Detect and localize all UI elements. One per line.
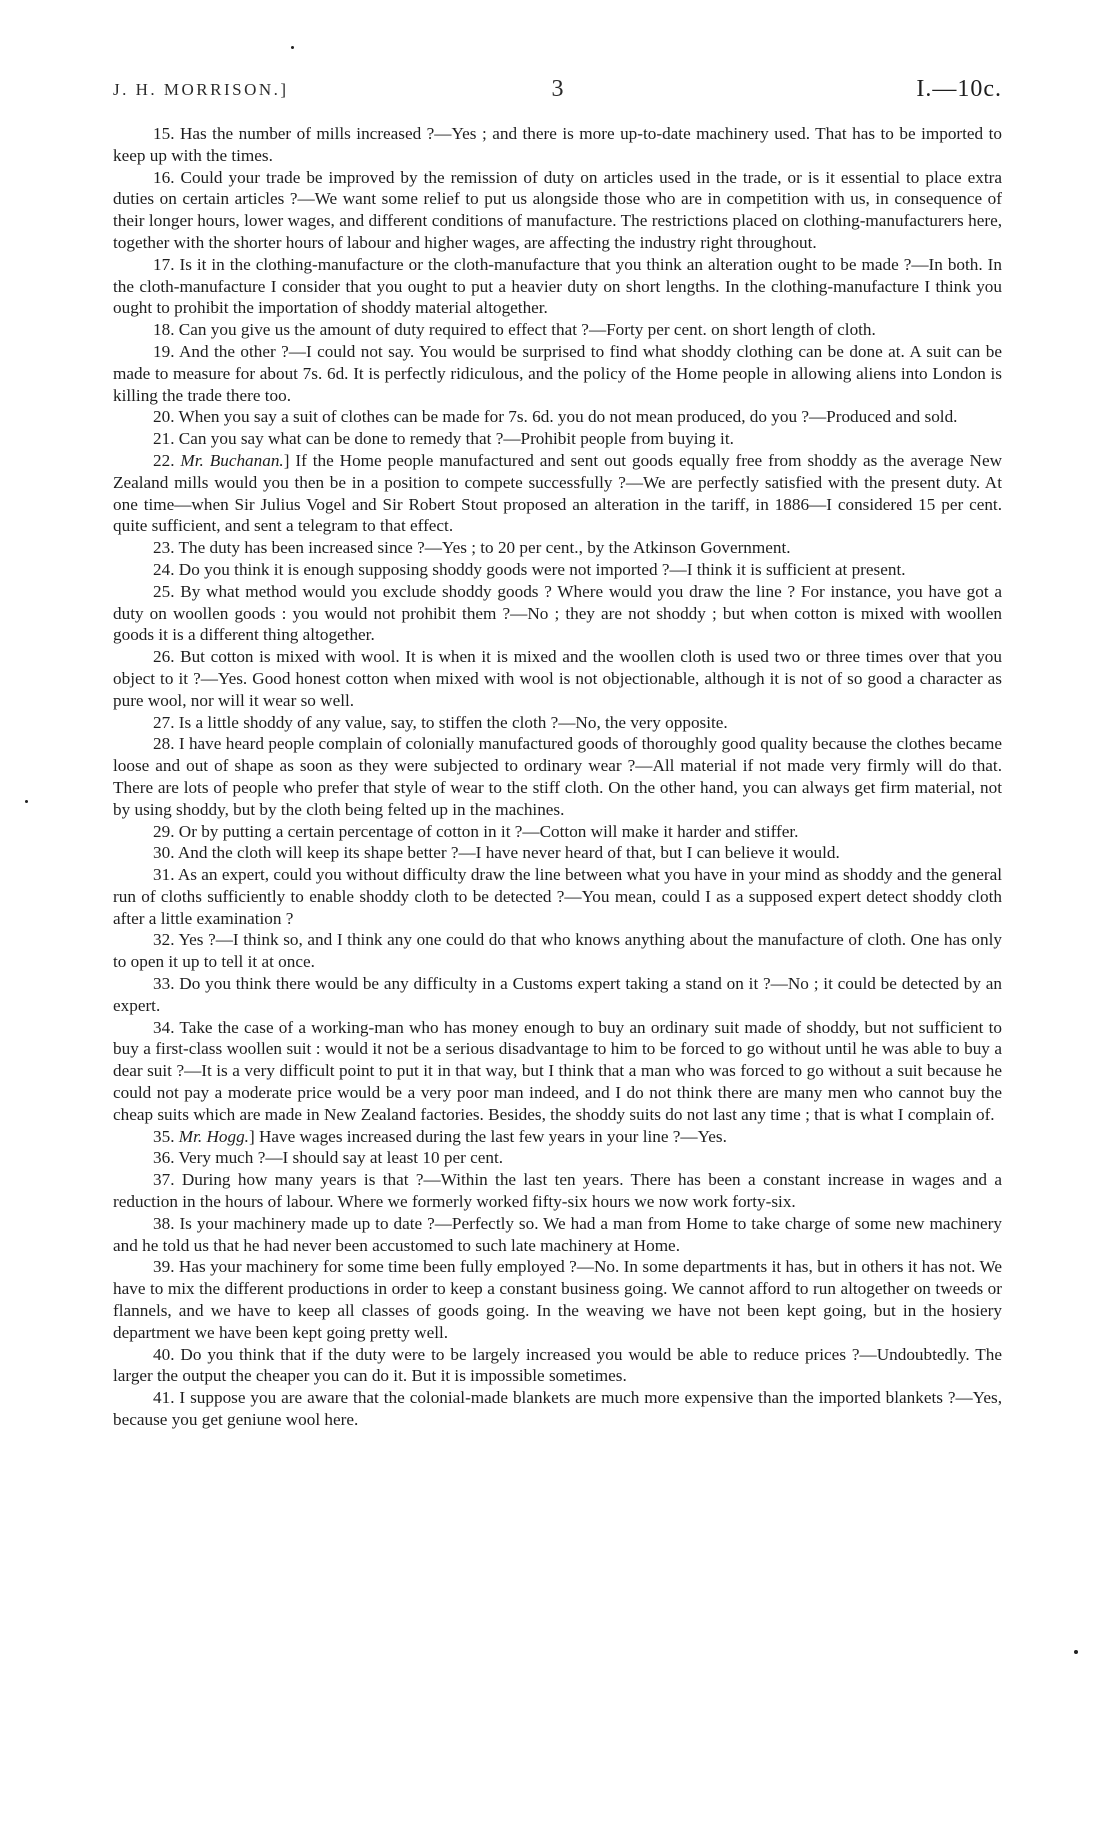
paragraph-38: 38. Is your machinery made up to date ?—Perfectly so. We had a man from Home to take charge of some new machinery and he told us that he had never been accustomed to such late machinery at Home. [113, 1213, 1002, 1255]
paragraph-23: 23. The duty has been increased since ?—Yes ; to 20 per cent., by the Atkinson Government. [153, 538, 791, 558]
scan-speck [25, 800, 28, 803]
paragraph-28: 28. I have heard people complain of colonially manufactured goods of thoroughly good quality because the clothes became loose and out of shape as soon as they were subjected to ordinary wear ?—All material if not made very firmly will do that. There are lots of people who prefer that style of wear to the stiff cloth. On the other hand, you can always get firm material, not by using shoddy, but by the cloth being felted up in the machines. [113, 734, 1002, 819]
paragraph-text: ] Have wages increased during the last few years in your line ?—Yes. [248, 1126, 727, 1146]
document-reference: I.—10c. [916, 76, 1002, 102]
paragraph-33: 33. Do you think there would be any difficulty in a Customs expert taking a stand on it ?—No ; it could be detected by an expert. [113, 974, 1002, 1015]
paragraph-30: 30. And the cloth will keep its shape better ?—I have never heard of that, but I can believe it would. [153, 843, 840, 863]
header-witness-name: J. H. MORRISON.] [113, 80, 289, 99]
paragraph-15: 15. Has the number of mills increased ?—Yes ; and there is more up-to-date machinery used. That has to be imported to keep up with the times. [113, 124, 1002, 165]
paragraph-41: 41. I suppose you are aware that the colonial-made blankets are much more expensive than the imported blankets ?—Yes, because you get geniune wool here. [113, 1388, 1002, 1430]
question-number: 35. [153, 1126, 179, 1146]
paragraph-27: 27. Is a little shoddy of any value, say, to stiffen the cloth ?—No, the very opposite. [153, 712, 728, 732]
paragraph-29: 29. Or by putting a certain percentage of cotton in it ?—Cotton will make it harder and stiffer. [153, 821, 799, 841]
document-body [113, 123, 1002, 1431]
paragraph-24: 24. Do you think it is enough supposing shoddy goods were not imported ?—I think it is sufficient at present. [153, 559, 906, 579]
paragraph-40: 40. Do you think that if the duty were to be largely increased you would be able to reduce prices ?—Undoubtedly. The larger the output the cheaper you can do it. But it is impossible sometimes. [113, 1344, 1002, 1386]
paragraph-21: 21. Can you say what can be done to remedy that ?—Prohibit people from buying it. [153, 429, 734, 449]
scan-speck [1074, 1650, 1078, 1654]
paragraph-25: 25. By what method would you exclude shoddy goods ? Where would you draw the line ? For instance, you have got a duty on woollen goods : you would not prohibit them ?—No ; they are not shoddy ; but when cotton is mixed with woollen goods it is a different thing altogether. [113, 581, 1002, 645]
paragraph-31: 31. As an expert, could you without difficulty draw the line between what you have in your mind as shoddy and the general run of cloths sufficiently to enable shoddy cloth to be detected ?—You mean, could I as a supposed expert detect shoddy cloth after a little examination ? [113, 865, 1002, 928]
paragraph-34: 34. Take the case of a working-man who has money enough to buy an ordinary suit made of shoddy, but not sufficient to buy a first-class woollen suit : would it not be a serious disadvantage to him to be forced to go without until he was able to buy a dear suit ?—It is a very difficult point to put it in that way, but I think that a man who was forced to go without a suit because he could not pay a moderate price would be a very poor man indeed, and I do not think there are many men who cannot buy the cheap suits which are made in New Zealand factories. Besides, the shoddy suits do not last any time ; that is what I complain of. [113, 1017, 1002, 1124]
speaker-name: Mr. Hogg. [178, 1126, 249, 1146]
paragraph-18: 18. Can you give us the amount of duty required to effect that ?—Forty per cent. on short length of cloth. [153, 320, 876, 340]
paragraph-19: 19. And the other ?—I could not say. You would be surprised to find what shoddy clothing can be done at. A suit can be made to measure for about 7s. 6d. It is perfectly ridiculous, and the policy of the Home people in allowing aliens into London is killing the trade there too. [113, 341, 1002, 405]
paragraph-16: 16. Could your trade be improved by the remission of duty on articles used in the trade, or is it essential to place extra duties on certain articles ?—We want some relief to put us alongside those who are in competition with us, in consequence of their longer hours, lower wages, and different conditions of manufacture. The restrictions placed on clothing-manufacturers here, together with the shorter hours of labour and higher wages, are affecting the industry right throughout. [113, 167, 1002, 252]
paragraph-text: ] If the Home people manufactured and sent out goods equally free from shoddy as the average New Zealand mills would you then be in a position to compete successfully ?—We are perfectly satisfied with the present duty. At one time—when Sir Julius Vogel and Sir Robert Stout proposed an alteration in the tariff, in 1886—I considered 15 per cent. quite sufficient, and sent a telegram to that effect. [113, 450, 1002, 536]
speaker-name: Mr. Buchanan. [180, 450, 284, 470]
page-header [113, 76, 1002, 108]
paragraph-37: 37. During how many years is that ?—Within the last ten years. There has been a constant increase in wages and a reduction in the hours of labour. Where we formerly worked fifty-six hours we now work forty-six. [113, 1170, 1002, 1212]
paragraph-17: 17. Is it in the clothing-manufacture or the cloth-manufacture that you think an alteration ought to be made ?—In both. In the cloth-manufacture I consider that you ought to put a heavier duty on short lengths. In the clothing-manufacture I think you ought to prohibit the importation of shoddy material altogether. [113, 254, 1002, 318]
paragraph-36: 36. Very much ?—I should say at least 10 per cent. [153, 1148, 504, 1168]
page-number: 3 [551, 76, 564, 102]
paragraph-26: 26. But cotton is mixed with wool. It is when it is mixed and the woollen cloth is used two or three times over that you object to it ?—Yes. Good honest cotton when mixed with wool is not objectionable, although it is not of so good a character as pure wool, nor will it wear so well. [113, 647, 1002, 710]
question-number: 22. [153, 450, 181, 470]
paragraph-39: 39. Has your machinery for some time been fully employed ?—No. In some departments it has, but in others it has not. We have to mix the different productions in order to keep a constant business going. We cannot afford to run altogether on tweeds or flannels, and we have to keep all classes of goods going. In the weaving we have not been kept going, but in the hosiery department we have been kept going pretty well. [113, 1257, 1002, 1342]
scan-speck [291, 46, 294, 49]
paragraph-35 [113, 1126, 1002, 1148]
paragraph-22 [113, 450, 1002, 537]
paragraph-20: 20. When you say a suit of clothes can be made for 7s. 6d. you do not mean produced, do you ?—Produced and sold. [153, 407, 958, 427]
paragraph-32: 32. Yes ?—I think so, and I think any one could do that who knows anything about the manufacture of cloth. One has only to open it up to tell it at once. [113, 930, 1002, 972]
